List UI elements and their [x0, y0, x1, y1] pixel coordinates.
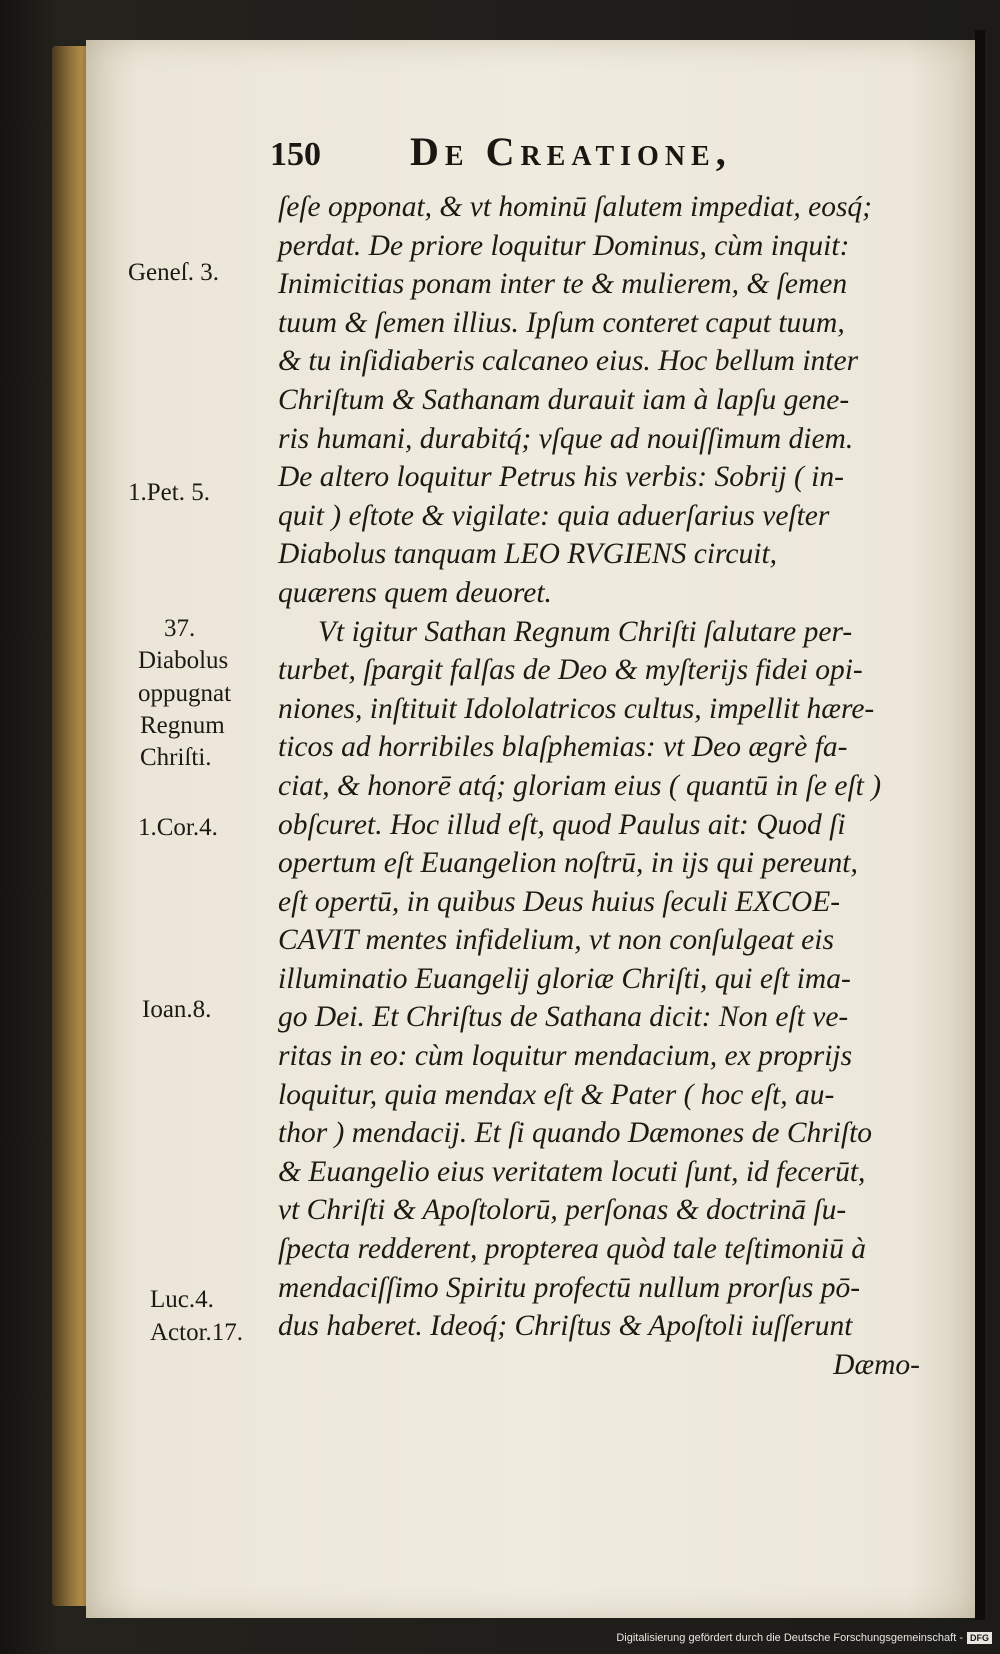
page-number: 150: [270, 136, 321, 173]
text-line: tuum & ſemen illius. Ipſum conteret caput tuum,: [278, 306, 845, 339]
body-text: [278, 188, 928, 1384]
text-line: Chriſtum & Sathanam durauit iam à lapſu gene-: [278, 383, 850, 416]
text-line: ſpecta redderent, propterea quòd tale teſtimoniū à: [278, 1233, 866, 1266]
text-line: illuminatio Euangelij gloriæ Chriſti, qui eſt ima-: [278, 962, 851, 995]
text-line: ciat, & honorē atq́; gloriam eius ( quantū in ſe eſt ): [278, 769, 882, 802]
text-line: Diabolus tanquam LEO RVGIENS circuit,: [278, 538, 778, 571]
page-shadow-edge: [975, 30, 985, 1620]
margin-note-peter: 1.Pet. 5.: [128, 479, 210, 506]
margin-note-topic: Diabolus: [138, 647, 229, 674]
text-line: Vt igitur Sathan Regnum Chriſti ſalutare per-: [318, 615, 853, 648]
text-line: ticos ad horribiles blaſphemias: vt Deo ægrè fa-: [278, 731, 848, 764]
running-title: De Creatione,: [410, 129, 732, 174]
text-line: ris humani, durabitq́; vſque ad nouiſſimum diem.: [278, 422, 854, 455]
text-line: niones, inſtituit Idololatricos cultus, impellit hære-: [278, 692, 875, 725]
dfg-logo: DFG: [967, 1632, 992, 1644]
text-line: ſeſe opponat, & vt hominū ſalutem impediat, eosq́;: [278, 191, 873, 223]
text-line: loquitur, quia mendax eſt & Pater ( hoc eſt, au-: [278, 1078, 835, 1111]
text-line: vt Chriſti & Apoſtolorū, perſonas & doctrinā ſu-: [278, 1194, 847, 1227]
text-line: obſcuret. Hoc illud eſt, quod Paulus ait: Quod ſi: [278, 808, 846, 841]
text-line: & Euangelio eius veritatem locuti ſunt, id fecerūt,: [278, 1155, 866, 1188]
text-line: eſt opertū, in quibus Deus huius ſeculi EXCOE-: [278, 885, 841, 918]
text-line: thor ) mendacij. Et ſi quando Dæmones de Chriſto: [278, 1117, 873, 1150]
text-line: quit ) eſtote & vigilate: quia aduerſarius veſter: [278, 499, 830, 532]
text-line: perdat. De priore loquitur Dominus, cùm inquit:: [278, 229, 850, 262]
page-header: [270, 128, 790, 188]
text-line: turbet, ſpargit falſas de Deo & myſterijs fidei opi-: [278, 654, 863, 687]
text-line: De altero loquitur Petrus his verbis: Sobrij ( in-: [278, 461, 844, 494]
margin-note-corinthians: 1.Cor.4.: [138, 814, 218, 841]
margin-note-topic: Regnum: [140, 712, 225, 739]
margin-note-john: Ioan.8.: [142, 996, 212, 1023]
margin-note-genesis: Geneſ. 3.: [128, 259, 219, 286]
text-line: go Dei. Et Chriſtus de Sathana dicit: Non eſt ve-: [278, 1001, 849, 1034]
margin-note-topic: Chriſti.: [140, 744, 212, 771]
text-line: quærens quem deuoret.: [278, 576, 552, 609]
text-line: ritas in eo: cùm loquitur mendacium, ex proprijs: [278, 1040, 853, 1073]
text-line: & tu inſidiaberis calcaneo eius. Hoc bellum inter: [278, 345, 859, 378]
margin-note-topic: oppugnat: [138, 680, 232, 707]
margin-note-acts: Actor.17.: [150, 1319, 244, 1346]
digitization-credit: [616, 1630, 992, 1646]
catchword: Dæmo-: [833, 1348, 920, 1381]
text-line: mendaciſſimo Spiritu profectū nullum prorſus pō-: [278, 1271, 861, 1304]
text-line: dus haberet. Ideoq́; Chriſtus & Apoſtoli iuſſerunt: [278, 1310, 853, 1343]
text-line: opertum eſt Euangelion noſtrū, in ijs qui pereunt,: [278, 847, 858, 880]
margin-note-section-number: 37.: [164, 615, 196, 642]
credit-text: Digitalisierung gefördert durch die Deutsche Forschungsgemeinschaft -: [616, 1632, 963, 1644]
text-line: Inimicitias ponam inter te & mulierem, & ſemen: [278, 268, 848, 301]
text-line: CAVIT mentes infidelium, vt non conſulgeat eis: [278, 924, 834, 957]
margin-note-luke: Luc.4.: [150, 1286, 214, 1313]
